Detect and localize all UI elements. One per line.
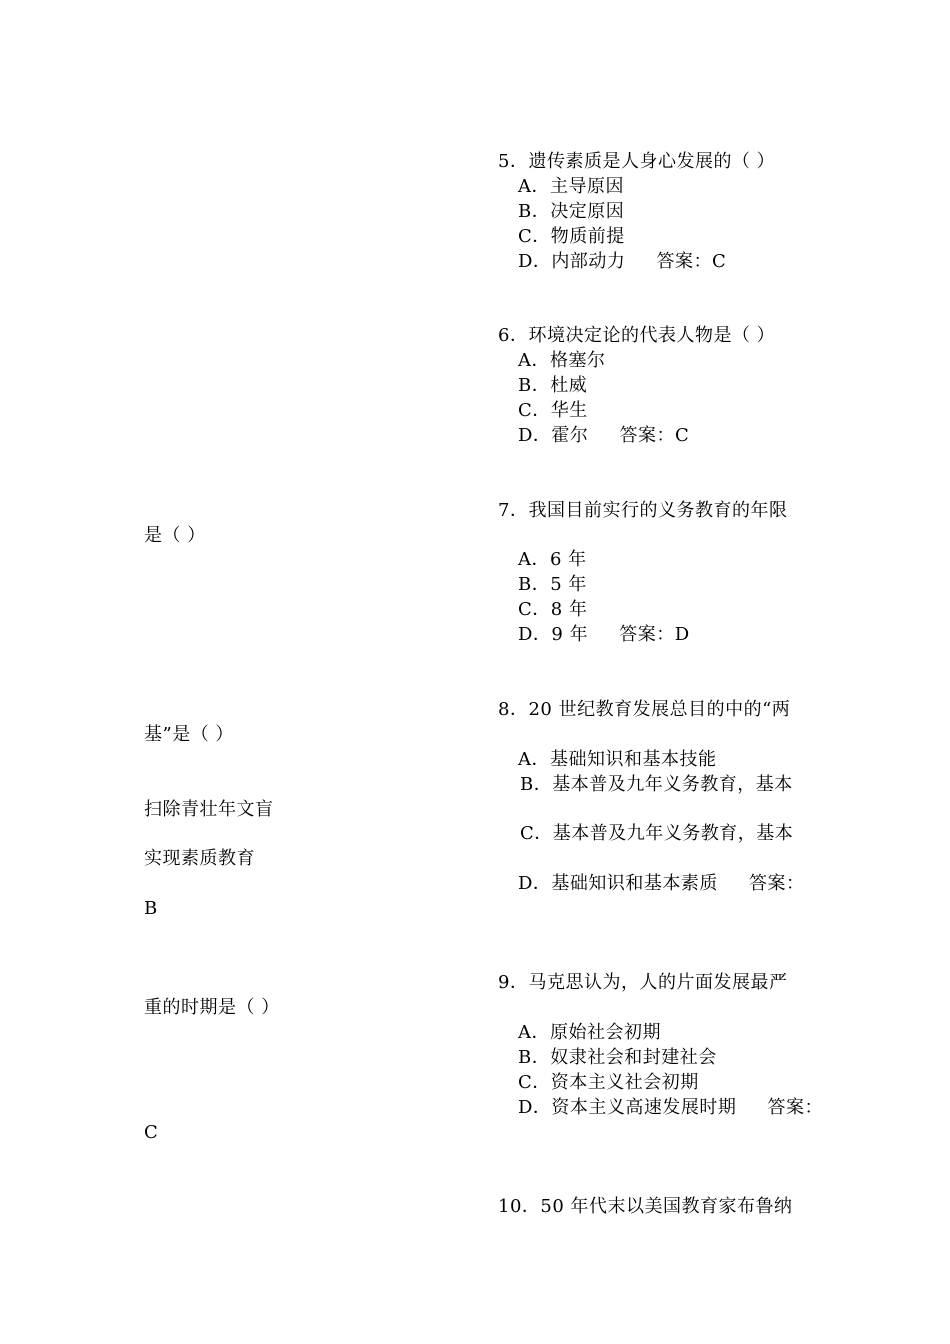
- q6-option-c: C．华生: [518, 400, 588, 421]
- q8-stem-continued: 基”是（ ）: [144, 724, 234, 745]
- q5-option-a: A．主导原因: [518, 176, 624, 197]
- q10-stem: 10．50 年代末以美国教育家布鲁纳: [498, 1196, 793, 1217]
- q9-stem: 9．马克思认为，人的片面发展最严: [498, 972, 788, 993]
- q6-option-b: B．杜威: [518, 375, 588, 396]
- q5-option-c: C．物质前提: [518, 226, 625, 247]
- q7-option-d-answer: D．9 年 答案：D: [518, 624, 690, 645]
- q8-option-d-answer: D．基础知识和基本素质 答案：: [518, 873, 805, 894]
- q9-option-a: A．原始社会初期: [518, 1022, 661, 1043]
- q7-stem: 7．我国目前实行的义务教育的年限: [498, 500, 788, 521]
- q9-stem-continued: 重的时期是（ ）: [144, 997, 280, 1018]
- q5-stem: 5．遗传素质是人身心发展的（ ）: [498, 151, 776, 172]
- q5-option-d-answer: D．内部动力 答案：C: [518, 251, 727, 272]
- q5-option-b: B．决定原因: [518, 201, 625, 222]
- q7-option-b: B．5 年: [518, 574, 587, 595]
- q9-option-b: B．奴隶社会和封建社会: [518, 1047, 717, 1068]
- q7-option-a: A．6 年: [518, 549, 587, 570]
- q6-stem: 6．环境决定论的代表人物是（ ）: [498, 325, 776, 346]
- q9-option-d-answer: D．资本主义高速发展时期 答案：: [518, 1097, 824, 1118]
- q7-option-c: C．8 年: [518, 599, 588, 620]
- q9-answer-continued: C: [144, 1122, 159, 1143]
- q8-option-c-continued: 实现素质教育: [144, 848, 255, 869]
- q8-answer-continued: B: [144, 898, 158, 919]
- q8-stem: 8．20 世纪教育发展总目的中的“两: [498, 699, 791, 720]
- q6-option-d-answer: D．霍尔 答案：C: [518, 425, 690, 446]
- q8-option-b-continued: 扫除青壮年文盲: [144, 799, 274, 820]
- q8-option-c: C．基本普及九年义务教育，基本: [520, 823, 794, 844]
- q8-option-b: B．基本普及九年义务教育，基本: [520, 774, 793, 795]
- q8-option-a: A．基础知识和基本技能: [518, 749, 717, 770]
- q7-stem-continued: 是（ ）: [144, 525, 206, 546]
- q9-option-c: C．资本主义社会初期: [518, 1072, 699, 1093]
- q6-option-a: A．格塞尔: [518, 350, 606, 371]
